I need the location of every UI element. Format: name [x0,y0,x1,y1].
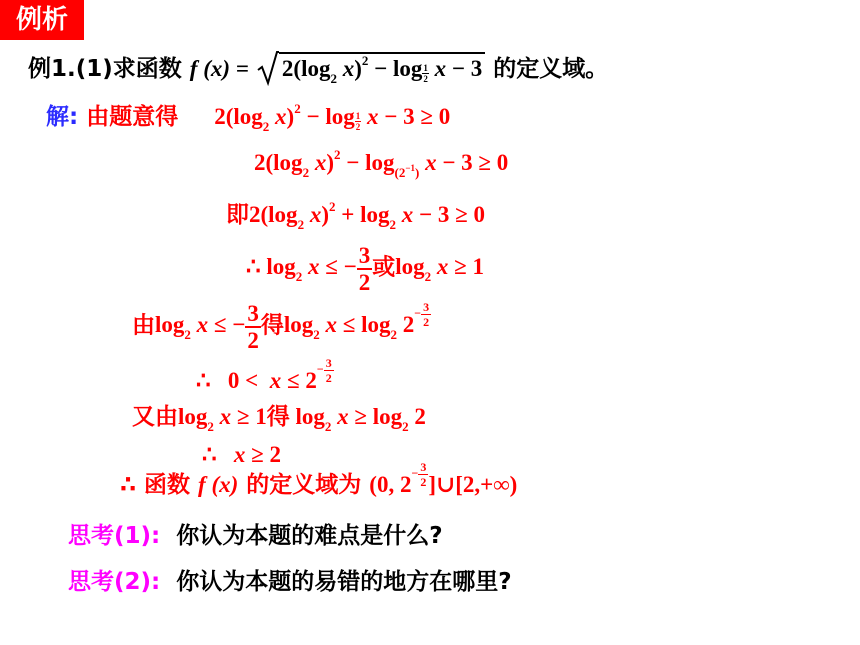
problem-tail: 的定义域。 [493,56,609,82]
question-2-label: 思考(2): [68,569,161,595]
sqrt-expression: $2(\log_2$ x)$^2$ − log $\frac{1}{2}$ x − 3 [257,52,485,87]
solution-line-8: ∴ x ≥ 2 [202,442,282,467]
sqrt-icon [257,50,279,86]
de2-label: 得 [266,404,290,430]
problem-statement [28,52,608,87]
domain-start: (0, 2 [369,472,412,497]
question-2 [68,567,512,597]
solution-line-3: 即$2(\log_2$ $x)^2 + \log_2 x - 3 \ge 0$ [226,199,485,232]
conclusion-fx: f (x) [198,472,239,497]
problem-lead: 例1.(1)求函数 [28,56,182,82]
solution-line-2: $2(\log_2$ $x)^2 - \log_{(2^{-1})} x - 3 \ge 0$ [254,147,509,180]
example-tag: 例析 [0,0,84,40]
conclusion-lead: ∴ 函数 [120,472,191,498]
question-1-label: 思考(1): [68,523,161,549]
solution-line-6: ∴ 0 < x ≤ 2− $\frac{3}{2}$ [196,355,332,393]
question-1-text: 你认为本题的难点是什么? [176,523,443,549]
solution-line-4: ∴ $\log_2 x$ ≤ − $\frac{3}{2}$ 或$\log_2 x \ge 1$ [246,243,485,295]
de-label: 得 [260,312,284,339]
solution-line-1: 解: 由题意得 $2(\log_2$ x)$^2$ − log $\frac{1}{2}$ x − 3 ≥ 0 [46,101,451,134]
conclusion-mid: 的定义域为 [246,472,362,498]
function-name: f (x) = [189,56,249,81]
conclusion-line: ∴ 函数 f (x) 的定义域为 (0, 2− $\frac{3}{2}$ ]∪[2,+∞) [120,459,518,498]
youyou-label: 又由 [132,404,178,430]
huo-label: 或 [372,254,396,281]
domain-end: ]∪[2,+∞) [428,472,518,497]
solution-line-7: 又由$\log_2 x \ge 1$得 $\log_2 x \ge \log_2 2$ [132,404,426,434]
question-2-text: 你认为本题的易错的地方在哪里? [176,569,512,595]
ji-label: 即 [226,202,249,228]
solution-intro: 由题意得 [86,104,179,130]
you-label: 由 [132,312,155,339]
question-1 [68,521,443,551]
solution-label: 解: [46,104,79,130]
solution-line-5: 由$\log_2 x$ ≤ − $\frac{3}{2}$ 得$\log_2 x \le \log_2 2-$ $\frac{3}{2}$ [132,299,430,353]
